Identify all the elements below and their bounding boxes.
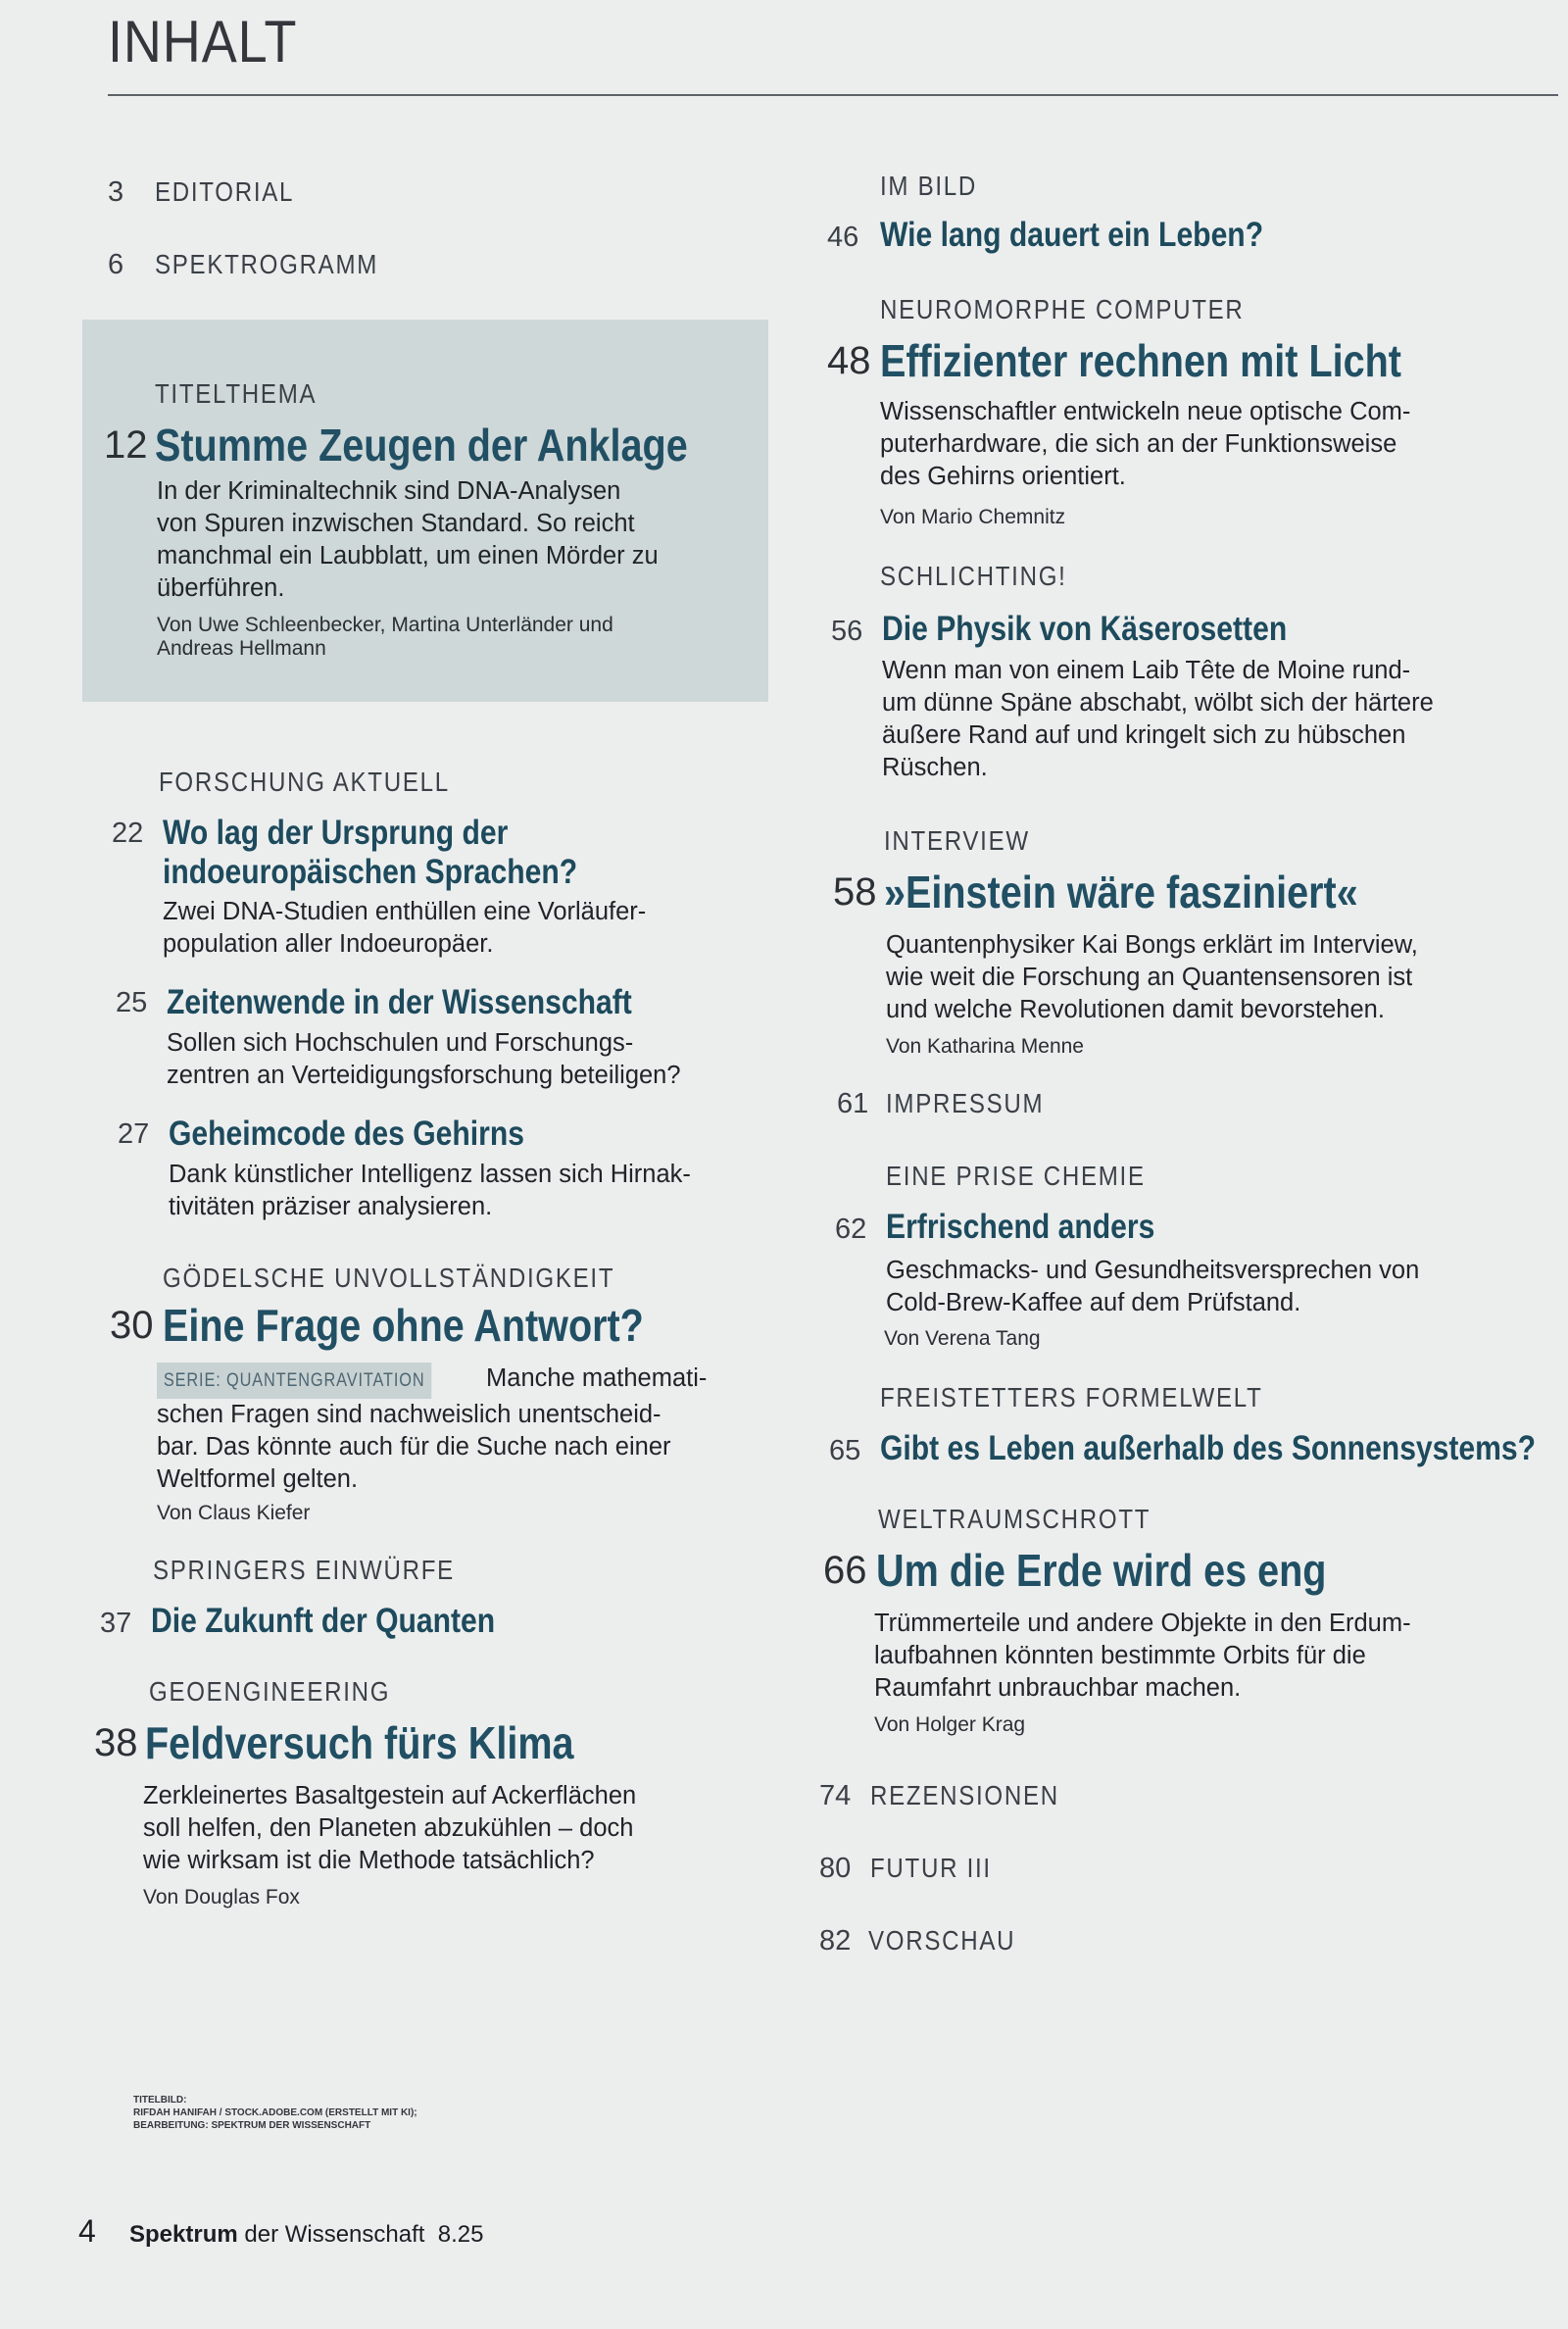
- page-number: 74: [819, 1780, 852, 1811]
- cover-story-title[interactable]: Stumme Zeugen der Anklage: [155, 420, 688, 471]
- article-teaser: Zwei DNA-Studien enthüllen eine Vorläufer- population aller Indoeuropäer.: [163, 898, 647, 958]
- article-teaser: Sollen sich Hochschulen und Forschungs- zentren an Verteidigungsforschung beteiligen?: [167, 1029, 681, 1089]
- article-title[interactable]: Zeitenwende in der Wissenschaft: [167, 983, 632, 1021]
- page-number: 65: [829, 1435, 861, 1466]
- section-label: EINE PRISE CHEMIE: [886, 1161, 1146, 1191]
- toc-link-spektrogramm[interactable]: SPEKTROGRAMM: [155, 249, 379, 279]
- page-number: 66: [823, 1549, 867, 1592]
- section-label: GÖDELSCHE UNVOLLSTÄNDIGKEIT: [163, 1263, 615, 1293]
- title-rule: [108, 94, 1558, 96]
- issue-number: 8.25: [437, 2221, 484, 2248]
- article-title[interactable]: Gibt es Leben außerhalb des Sonnensystems?: [880, 1429, 1537, 1467]
- page-number: 46: [827, 222, 859, 253]
- magazine-name: Spektrum der Wissenschaft 8.25: [129, 2221, 484, 2248]
- section-label: SPRINGERS EINWÜRFE: [153, 1555, 455, 1585]
- page-number: 6: [108, 249, 124, 280]
- article-teaser: SERIE: QUANTENGRAVITATION Manche mathemati- schen Fragen sind nachweislich unentscheid- bar. Das könnte auch für die Suche nach einer Weltformel gelten.: [157, 1364, 708, 1493]
- page-number: 58: [833, 870, 877, 914]
- page-title: INHALT: [108, 9, 298, 74]
- article-title[interactable]: Wo lag der Ursprung der indoeuropäischen Sprachen?: [163, 814, 578, 892]
- byline: Von Claus Kiefer: [157, 1502, 311, 1524]
- article-teaser: Trümmerteile und andere Objekte in den Erdum- laufbahnen könnten bestimmte Orbits für die Raumfahrt unbrauchbar machen.: [874, 1610, 1411, 1702]
- page-number: 37: [100, 1608, 132, 1639]
- toc-link-editorial[interactable]: EDITORIAL: [155, 176, 295, 207]
- page-number: 61: [837, 1088, 869, 1119]
- section-label: FORSCHUNG AKTUELL: [159, 767, 450, 797]
- article-teaser: Quantenphysiker Kai Bongs erklärt im Interview, wie weit die Forschung an Quantensensoren ist und welche Revolutionen damit bevorstehen.: [886, 931, 1418, 1023]
- byline: Von Verena Tang: [884, 1327, 1041, 1350]
- article-title[interactable]: Geheimcode des Gehirns: [169, 1115, 525, 1153]
- series-tag: SERIE: QUANTENGRAVITATION: [157, 1363, 431, 1399]
- page-number: 25: [116, 987, 148, 1018]
- page-number: 12: [104, 423, 148, 467]
- article-teaser: Wenn man von einem Laib Tête de Moine rund- um dünne Späne abschabt, wölbt sich der härtere äußere Rand auf und kringelt sich zu hübschen Rüschen.: [882, 657, 1434, 781]
- page-number: 80: [819, 1853, 852, 1884]
- byline: Von Katharina Menne: [886, 1035, 1084, 1058]
- article-teaser: Dank künstlicher Intelligenz lassen sich Hirnak- tivitäten präziser analysieren.: [169, 1161, 691, 1220]
- article-title[interactable]: Um die Erde wird es eng: [876, 1545, 1327, 1596]
- section-label: NEUROMORPHE COMPUTER: [880, 294, 1245, 324]
- page-number: 30: [110, 1304, 154, 1347]
- article-title[interactable]: Die Physik von Käserosetten: [882, 610, 1288, 648]
- byline: Von Uwe Schleenbecker, Martina Unterländer und Andreas Hellmann: [157, 614, 613, 660]
- page-number: 38: [94, 1721, 138, 1764]
- section-label: GEOENGINEERING: [149, 1676, 391, 1707]
- page-number: 22: [112, 818, 144, 849]
- byline: Von Douglas Fox: [143, 1886, 300, 1908]
- article-teaser: Wissenschaftler entwickeln neue optische Com- puterhardware, die sich an der Funktionsweise des Gehirns orientiert.: [880, 398, 1411, 490]
- section-label: SCHLICHTING!: [880, 561, 1067, 591]
- toc-link-futur-iii[interactable]: FUTUR III: [870, 1853, 992, 1883]
- article-teaser: Zerkleinertes Basaltgestein auf Ackerflächen soll helfen, den Planeten abzukühlen – doch wie wirksam ist die Methode tatsächlich?: [143, 1782, 637, 1874]
- article-title[interactable]: Effizienter rechnen mit Licht: [880, 335, 1401, 386]
- folio-page-number: 4: [78, 2213, 96, 2249]
- section-label: INTERVIEW: [884, 825, 1030, 856]
- byline: Von Mario Chemnitz: [880, 506, 1066, 528]
- page-number: 62: [835, 1214, 867, 1245]
- page-number: 82: [819, 1925, 852, 1957]
- article-title[interactable]: »Einstein wäre fasziniert«: [884, 867, 1358, 917]
- cover-image-credit: TITELBILD: RIFDAH HANIFAH / STOCK.ADOBE.COM (ERSTELLT MIT KI); BEARBEITUNG: SPEKTRUM DER WISSENSCHAFT: [133, 2095, 417, 2131]
- page-number: 27: [118, 1118, 150, 1150]
- section-label: IM BILD: [880, 171, 978, 201]
- section-label: FREISTETTERS FORMELWELT: [880, 1382, 1263, 1412]
- section-label: TITELTHEMA: [155, 378, 318, 409]
- page-number: 3: [108, 176, 124, 208]
- toc-link-rezensionen[interactable]: REZENSIONEN: [870, 1780, 1059, 1810]
- article-title[interactable]: Die Zukunft der Quanten: [151, 1602, 496, 1640]
- cover-story-teaser: In der Kriminaltechnik sind DNA-Analysen von Spuren inzwischen Standard. So reicht manchmal ein Laubblatt, um einen Mörder zu überführen.: [157, 477, 659, 602]
- article-title[interactable]: Eine Frage ohne Antwort?: [163, 1300, 644, 1351]
- article-title[interactable]: Feldversuch fürs Klima: [145, 1717, 574, 1768]
- article-title[interactable]: Wie lang dauert ein Leben?: [880, 216, 1264, 254]
- toc-link-impressum[interactable]: IMPRESSUM: [886, 1088, 1045, 1118]
- toc-link-vorschau[interactable]: VORSCHAU: [868, 1925, 1016, 1956]
- article-teaser: Geschmacks- und Gesundheitsversprechen von Cold-Brew-Kaffee auf dem Prüfstand.: [886, 1257, 1420, 1316]
- byline: Von Holger Krag: [874, 1713, 1026, 1736]
- section-label: WELTRAUMSCHROTT: [878, 1504, 1152, 1534]
- page-number: 56: [831, 616, 863, 647]
- article-title[interactable]: Erfrischend anders: [886, 1208, 1155, 1246]
- page-number: 48: [827, 339, 871, 382]
